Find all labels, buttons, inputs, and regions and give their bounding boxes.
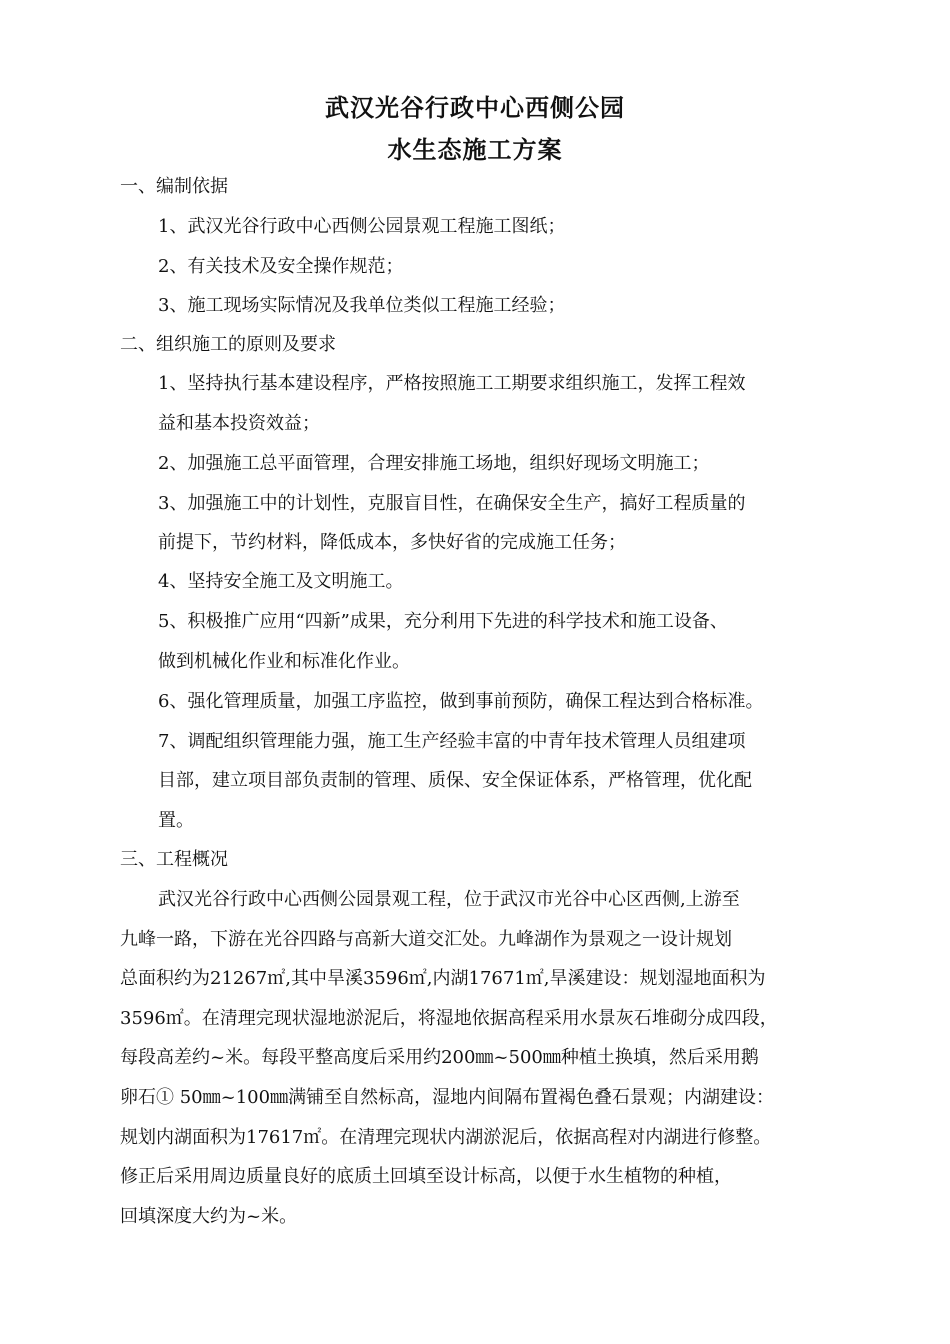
list-item: 2、加强施工总平面管理，合理安排施工场地，组织好现场文明施工；	[158, 453, 710, 474]
section-heading-overview: 三、工程概况	[120, 849, 228, 870]
list-item: 1、武汉光谷行政中心西侧公园景观工程施工图纸；	[158, 216, 566, 237]
paragraph-line: 卵石① 50㎜~100㎜满铺至自然标高，湿地内间隔布置褐色叠石景观；内湖建设：	[120, 1087, 775, 1108]
list-item: 5、积极推广应用“四新”成果，充分利用下先进的科学技术和施工设备、	[158, 611, 728, 632]
list-item-continuation: 前提下，节约材料，降低成本，多快好省的完成施工任务；	[158, 532, 626, 553]
paragraph-line: 每段高差约~米。每段平整高度后采用约200㎜~500㎜种植土换填，然后采用鹅	[120, 1047, 759, 1068]
paragraph-line: 总面积约为21267㎡,其中旱溪3596㎡,内湖17671㎡,旱溪建设：规划湿地面积为	[120, 968, 766, 989]
list-item-continuation: 做到机械化作业和标准化作业。	[158, 651, 410, 672]
paragraph-line: 3596㎡。在清理完现状湿地淤泥后，将湿地依据高程采用水景灰石堆砌分成四段，	[120, 1008, 778, 1029]
paragraph-line: 回填深度大约为~米。	[120, 1206, 298, 1227]
list-item: 2、有关技术及安全操作规范；	[158, 256, 404, 277]
paragraph-line: 修正后采用周边质量良好的底质土回填至设计标高，以便于水生植物的种植，	[120, 1166, 732, 1187]
section-heading-basis: 一、编制依据	[120, 176, 228, 197]
document-subtitle: 水生态施工方案	[387, 136, 563, 164]
list-item: 7、调配组织管理能力强，施工生产经验丰富的中青年技术管理人员组建项	[158, 731, 746, 752]
paragraph-line: 规划内湖面积为17617㎡。在清理完现状内湖淤泥后，依据高程对内湖进行修整。	[120, 1127, 772, 1148]
section-heading-principles: 二、组织施工的原则及要求	[120, 334, 336, 355]
list-item: 3、加强施工中的计划性，克服盲目性，在确保安全生产，搞好工程质量的	[158, 493, 746, 514]
list-item: 6、强化管理质量，加强工序监控，做到事前预防，确保工程达到合格标准。	[158, 691, 764, 712]
list-item-continuation: 置。	[158, 810, 194, 831]
list-item-continuation: 目部，建立项目部负责制的管理、质保、安全保证体系，严格管理，优化配	[158, 770, 752, 791]
paragraph-line: 九峰一路，下游在光谷四路与高新大道交汇处。九峰湖作为景观之一设计规划	[120, 929, 732, 950]
document-title: 武汉光谷行政中心西侧公园	[325, 94, 625, 122]
paragraph-line: 武汉光谷行政中心西侧公园景观工程，位于武汉市光谷中心区西侧,上游至	[158, 889, 740, 910]
list-item: 4、坚持安全施工及文明施工。	[158, 571, 404, 592]
list-item-continuation: 益和基本投资效益；	[158, 413, 320, 434]
list-item: 3、施工现场实际情况及我单位类似工程施工经验；	[158, 295, 566, 316]
list-item: 1、坚持执行基本建设程序，严格按照施工工期要求组织施工，发挥工程效	[158, 373, 746, 394]
